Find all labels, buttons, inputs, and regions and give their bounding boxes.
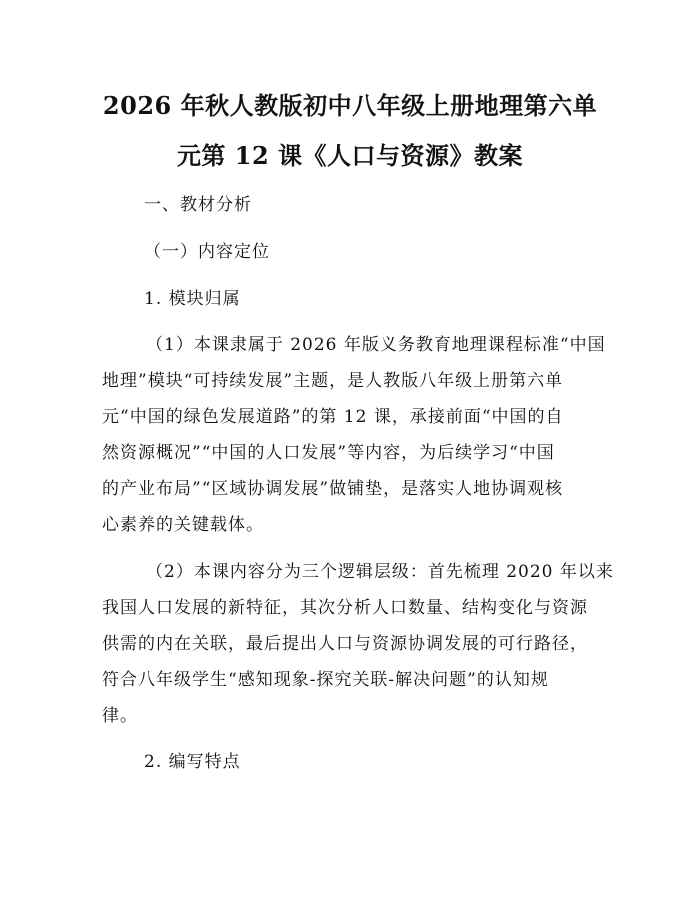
paragraph-1-line: 元“中国的绿色发展道路”的第 12 课，承接前面“中国的自 xyxy=(102,407,564,427)
paragraph-1-line: 地理”模块“可持续发展”主题，是人教版八年级上册第六单 xyxy=(102,371,564,391)
item-heading-features: 2. 编写特点 xyxy=(144,752,241,772)
paragraph-2-line: （2）本课内容分为三个逻辑层级：首先梳理 2020 年以来 xyxy=(146,562,614,582)
document-title-line-1: 2026 年秋人教版初中八年级上册地理第六单 xyxy=(102,91,598,120)
paragraph-1-line: （1）本课隶属于 2026 年版义务教育地理课程标准“中国 xyxy=(146,335,606,355)
paragraph-2-line: 我国人口发展的新特征，其次分析人口数量、结构变化与资源 xyxy=(102,598,588,618)
item-heading-module: 1. 模块归属 xyxy=(144,289,241,309)
subsection-heading: （一）内容定位 xyxy=(144,242,270,262)
paragraph-2-line: 符合八年级学生“感知现象-探究关联-解决问题”的认知规 xyxy=(102,670,549,690)
paragraph-2-line: 供需的内在关联，最后提出人口与资源协调发展的可行路径， xyxy=(102,634,588,654)
section-heading: 一、教材分析 xyxy=(144,195,252,215)
paragraph-2-line: 律。 xyxy=(102,706,138,726)
paragraph-1-line: 心素养的关键载体。 xyxy=(102,515,264,535)
document-title-line-2: 元第 12 课《人口与资源》教案 xyxy=(176,141,524,170)
paragraph-1-line: 然资源概况”“中国的人口发展”等内容，为后续学习“中国 xyxy=(102,443,555,463)
paragraph-1-line: 的产业布局”“区域协调发展”做铺垫，是落实人地协调观核 xyxy=(102,479,564,499)
